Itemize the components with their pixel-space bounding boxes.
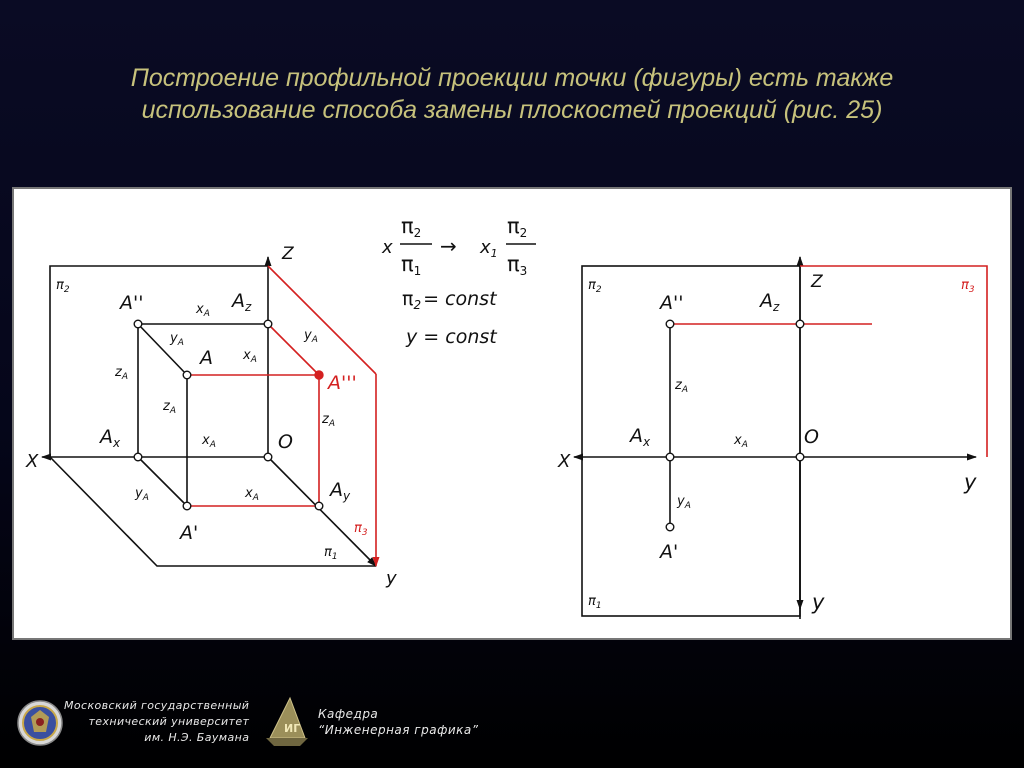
point-ax-right	[666, 453, 674, 461]
left-labels	[25, 244, 397, 589]
line-a2-a	[138, 324, 187, 375]
formula-pi3: π3	[507, 252, 528, 278]
label-a1-left: A'	[180, 522, 199, 544]
slide-title	[40, 62, 984, 126]
plane-pi3-top-edge	[268, 266, 376, 374]
dept-line-1: Кафедра	[318, 707, 379, 721]
label-xa-a1: $x_A$	[245, 486, 259, 503]
plane-pi3-right	[800, 266, 987, 457]
label-a2-left: A''	[120, 292, 144, 314]
uni-line-1: Московский государственный	[64, 699, 250, 712]
label-xa-mid: $x_A$	[243, 348, 257, 365]
label-ya-az: $y_A$	[304, 328, 318, 345]
point-a1	[183, 502, 191, 510]
title-line-1: Построение профильной проекции точки (фигуры) есть также	[130, 64, 894, 92]
label-x-left: X	[26, 451, 39, 472]
label-pi2-left: $\pi_2$	[56, 278, 70, 295]
point-a2-right	[666, 320, 674, 328]
label-za-left-inner: $z_A$	[163, 399, 176, 416]
label-a-left: A	[200, 347, 213, 369]
right-frame	[582, 266, 800, 616]
right-red-lines	[670, 266, 987, 457]
label-az-right: $A_z$	[760, 290, 780, 314]
formula-x: x	[382, 237, 393, 258]
uni-line-2: технический университет	[88, 715, 250, 728]
label-xa-right-diagram: $x_A$	[734, 433, 748, 450]
label-xa-top: $x_A$	[196, 302, 210, 319]
formula-arrow: →	[440, 234, 457, 258]
left-red-lines	[187, 266, 376, 566]
formula-x1: $x_1$	[480, 237, 498, 260]
right-points	[666, 320, 804, 531]
formula-pi2: π2	[401, 214, 422, 240]
label-a2-right: A''	[660, 292, 684, 314]
label-y-down: y	[812, 590, 825, 614]
label-ya-bottom: $y_A$	[135, 486, 149, 503]
label-y-left: y	[386, 568, 397, 589]
department-name	[318, 706, 478, 738]
label-z-left: Z	[282, 244, 294, 264]
formula-pi2b: π2	[507, 214, 528, 240]
label-z-right: Z	[811, 272, 823, 292]
label-a1-right: A'	[660, 541, 679, 563]
point-o	[264, 453, 272, 461]
label-za-left-outer: $z_A$	[115, 365, 128, 382]
label-o-right: O	[804, 426, 819, 448]
university-name	[64, 698, 249, 746]
y-axis-left	[268, 457, 376, 566]
label-za-right: $z_A$	[322, 412, 335, 429]
projection-diagram	[14, 189, 1014, 642]
formula-pi1: π1	[401, 252, 422, 278]
department-logo	[266, 698, 308, 746]
uni-line-3: им. Н.Э. Баумана	[144, 731, 250, 744]
point-a	[183, 371, 191, 379]
title-line-2: использование способа замены плоскостей проекций (рис. 25)	[141, 96, 883, 124]
label-pi1-right: $\pi_1$	[588, 594, 602, 611]
point-ax	[134, 453, 142, 461]
formula-const-2: y = const	[406, 326, 497, 348]
label-pi2-right: $\pi_2$	[588, 278, 602, 295]
bmstu-emblem	[18, 701, 62, 745]
point-ay	[315, 502, 323, 510]
point-o-right	[796, 453, 804, 461]
label-ay-left: $A_y$	[330, 479, 351, 503]
label-y-right: y	[964, 470, 977, 494]
label-za-right-diagram: $z_A$	[675, 378, 688, 395]
point-az-right	[796, 320, 804, 328]
point-az	[264, 320, 272, 328]
label-ax-right: $A_x$	[630, 425, 651, 449]
label-ya-right-diagram: $y_A$	[677, 494, 691, 511]
label-x-right: X	[558, 451, 571, 472]
dept-line-2: “Инженерная графика”	[318, 723, 479, 737]
diagram-panel	[12, 187, 1012, 640]
label-ax-left: $A_x$	[100, 426, 121, 450]
logo-letters: ИГ	[284, 722, 301, 735]
label-pi1-left: $\pi_1$	[324, 545, 338, 562]
label-pi3-right: $\pi_3$	[961, 278, 975, 295]
label-a3-left: A'''	[328, 372, 357, 394]
label-xa-bottom: $x_A$	[202, 433, 216, 450]
label-ya-a2: $y_A$	[170, 331, 184, 348]
label-pi3-left: $\pi_3$	[354, 521, 368, 538]
point-a3	[315, 371, 323, 379]
label-az-left: $A_z$	[232, 290, 252, 314]
formula-const-1: $\pi_2$ = const	[402, 288, 497, 312]
formula	[381, 214, 536, 348]
label-o-left: O	[278, 431, 293, 453]
point-a2	[134, 320, 142, 328]
point-a1-right	[666, 523, 674, 531]
